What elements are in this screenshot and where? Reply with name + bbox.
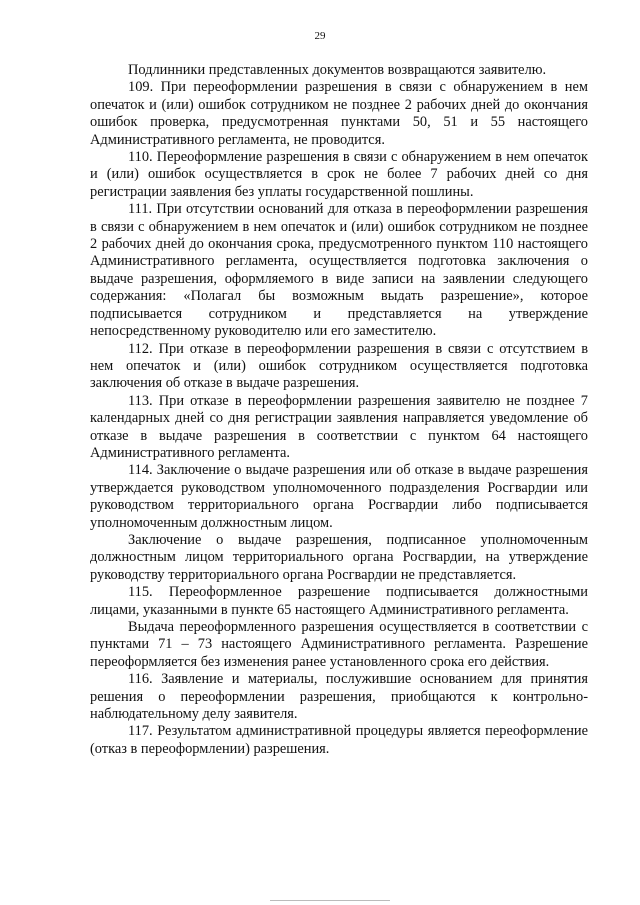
paragraph-originals-returned: Подлинники представленных документов возвращаются заявителю. (128, 62, 547, 78)
paragraph-114-note: Заключение о выдаче разрешения, подписанное уполномоченным должностным лицом территориального органа Росгвардии, на утверждение руководству территориального органа Росгвардии не представляется. (90, 531, 588, 583)
paragraph-112: 112. При отказе в переоформлении разрешения в связи с отсутствием в нем опечаток и (или) ошибок сотрудником осуществляется подготовка заключения об отказе в выдаче разрешения. (90, 340, 588, 392)
paragraph-111: 111. При отсутствии оснований для отказа в переоформлении разрешения в связи с обнаружением в нем опечаток и (или) ошибок сотрудником не позднее 2 рабочих дней до окончания срока, предусмотренного пунктом 110 настоящего Административного регламента, осуществляется подготовка заключения о выдаче разрешения, оформляемого в виде записи на заявлении следующего содержания: «Полагал бы возможным выдать разрешение», которое подписывается сотрудником и представляется на утверждение непосредственному руководителю или его заместителю. (90, 201, 588, 340)
paragraph-114: 114. Заключение о выдаче разрешения или об отказе в выдаче разрешения утверждается руководством уполномоченного подразделения Росгвардии или руководством территориального органа Росгвардии либо подписывается уполномоченным должностным лицом. (90, 462, 588, 531)
paragraph-116: 116. Заявление и материалы, послужившие основанием для принятия решения о переоформлении разрешения, приобщаются к контрольно-наблюдательному делу заявителя. (90, 671, 588, 723)
paragraph-117: 117. Результатом административной процедуры является переоформление (отказ в переоформлении) разрешения. (90, 723, 588, 757)
paragraph-110: 110. Переоформление разрешения в связи с обнаружением в нем опечаток и (или) ошибок осуществляется в срок не более 7 рабочих дней со дня регистрации заявления без уплаты государственной пошлины. (90, 149, 588, 200)
scan-edge-line (270, 900, 390, 901)
document-body (90, 62, 588, 758)
paragraph-115-issuance: Выдача переоформленного разрешения осуществляется в соответствии с пунктами 71 – 73 настоящего Административного регламента. Разрешение переоформляется без изменения ранее установленного срока его действия. (90, 619, 588, 670)
paragraph-109: 109. При переоформлении разрешения в связи с обнаружением в нем опечаток и (или) ошибок сотрудником не позднее 2 рабочих дней до окончания ошибок проверка, предусмотренная пунктами 50, 51 и 55 настоящего Административного регламента, не проводится. (90, 79, 588, 148)
paragraph-113: 113. При отказе в переоформлении разрешения заявителю не позднее 7 календарных дней со дня регистрации заявления направляется уведомление об отказе в выдаче разрешения в соответствии с пунктом 64 настоящего Административного регламента. (90, 392, 588, 461)
paragraph-115: 115. Переоформленное разрешение подписывается должностными лицами, указанными в пункте 65 настоящего Административного регламента. (90, 584, 588, 618)
page-number: 29 (314, 30, 326, 42)
